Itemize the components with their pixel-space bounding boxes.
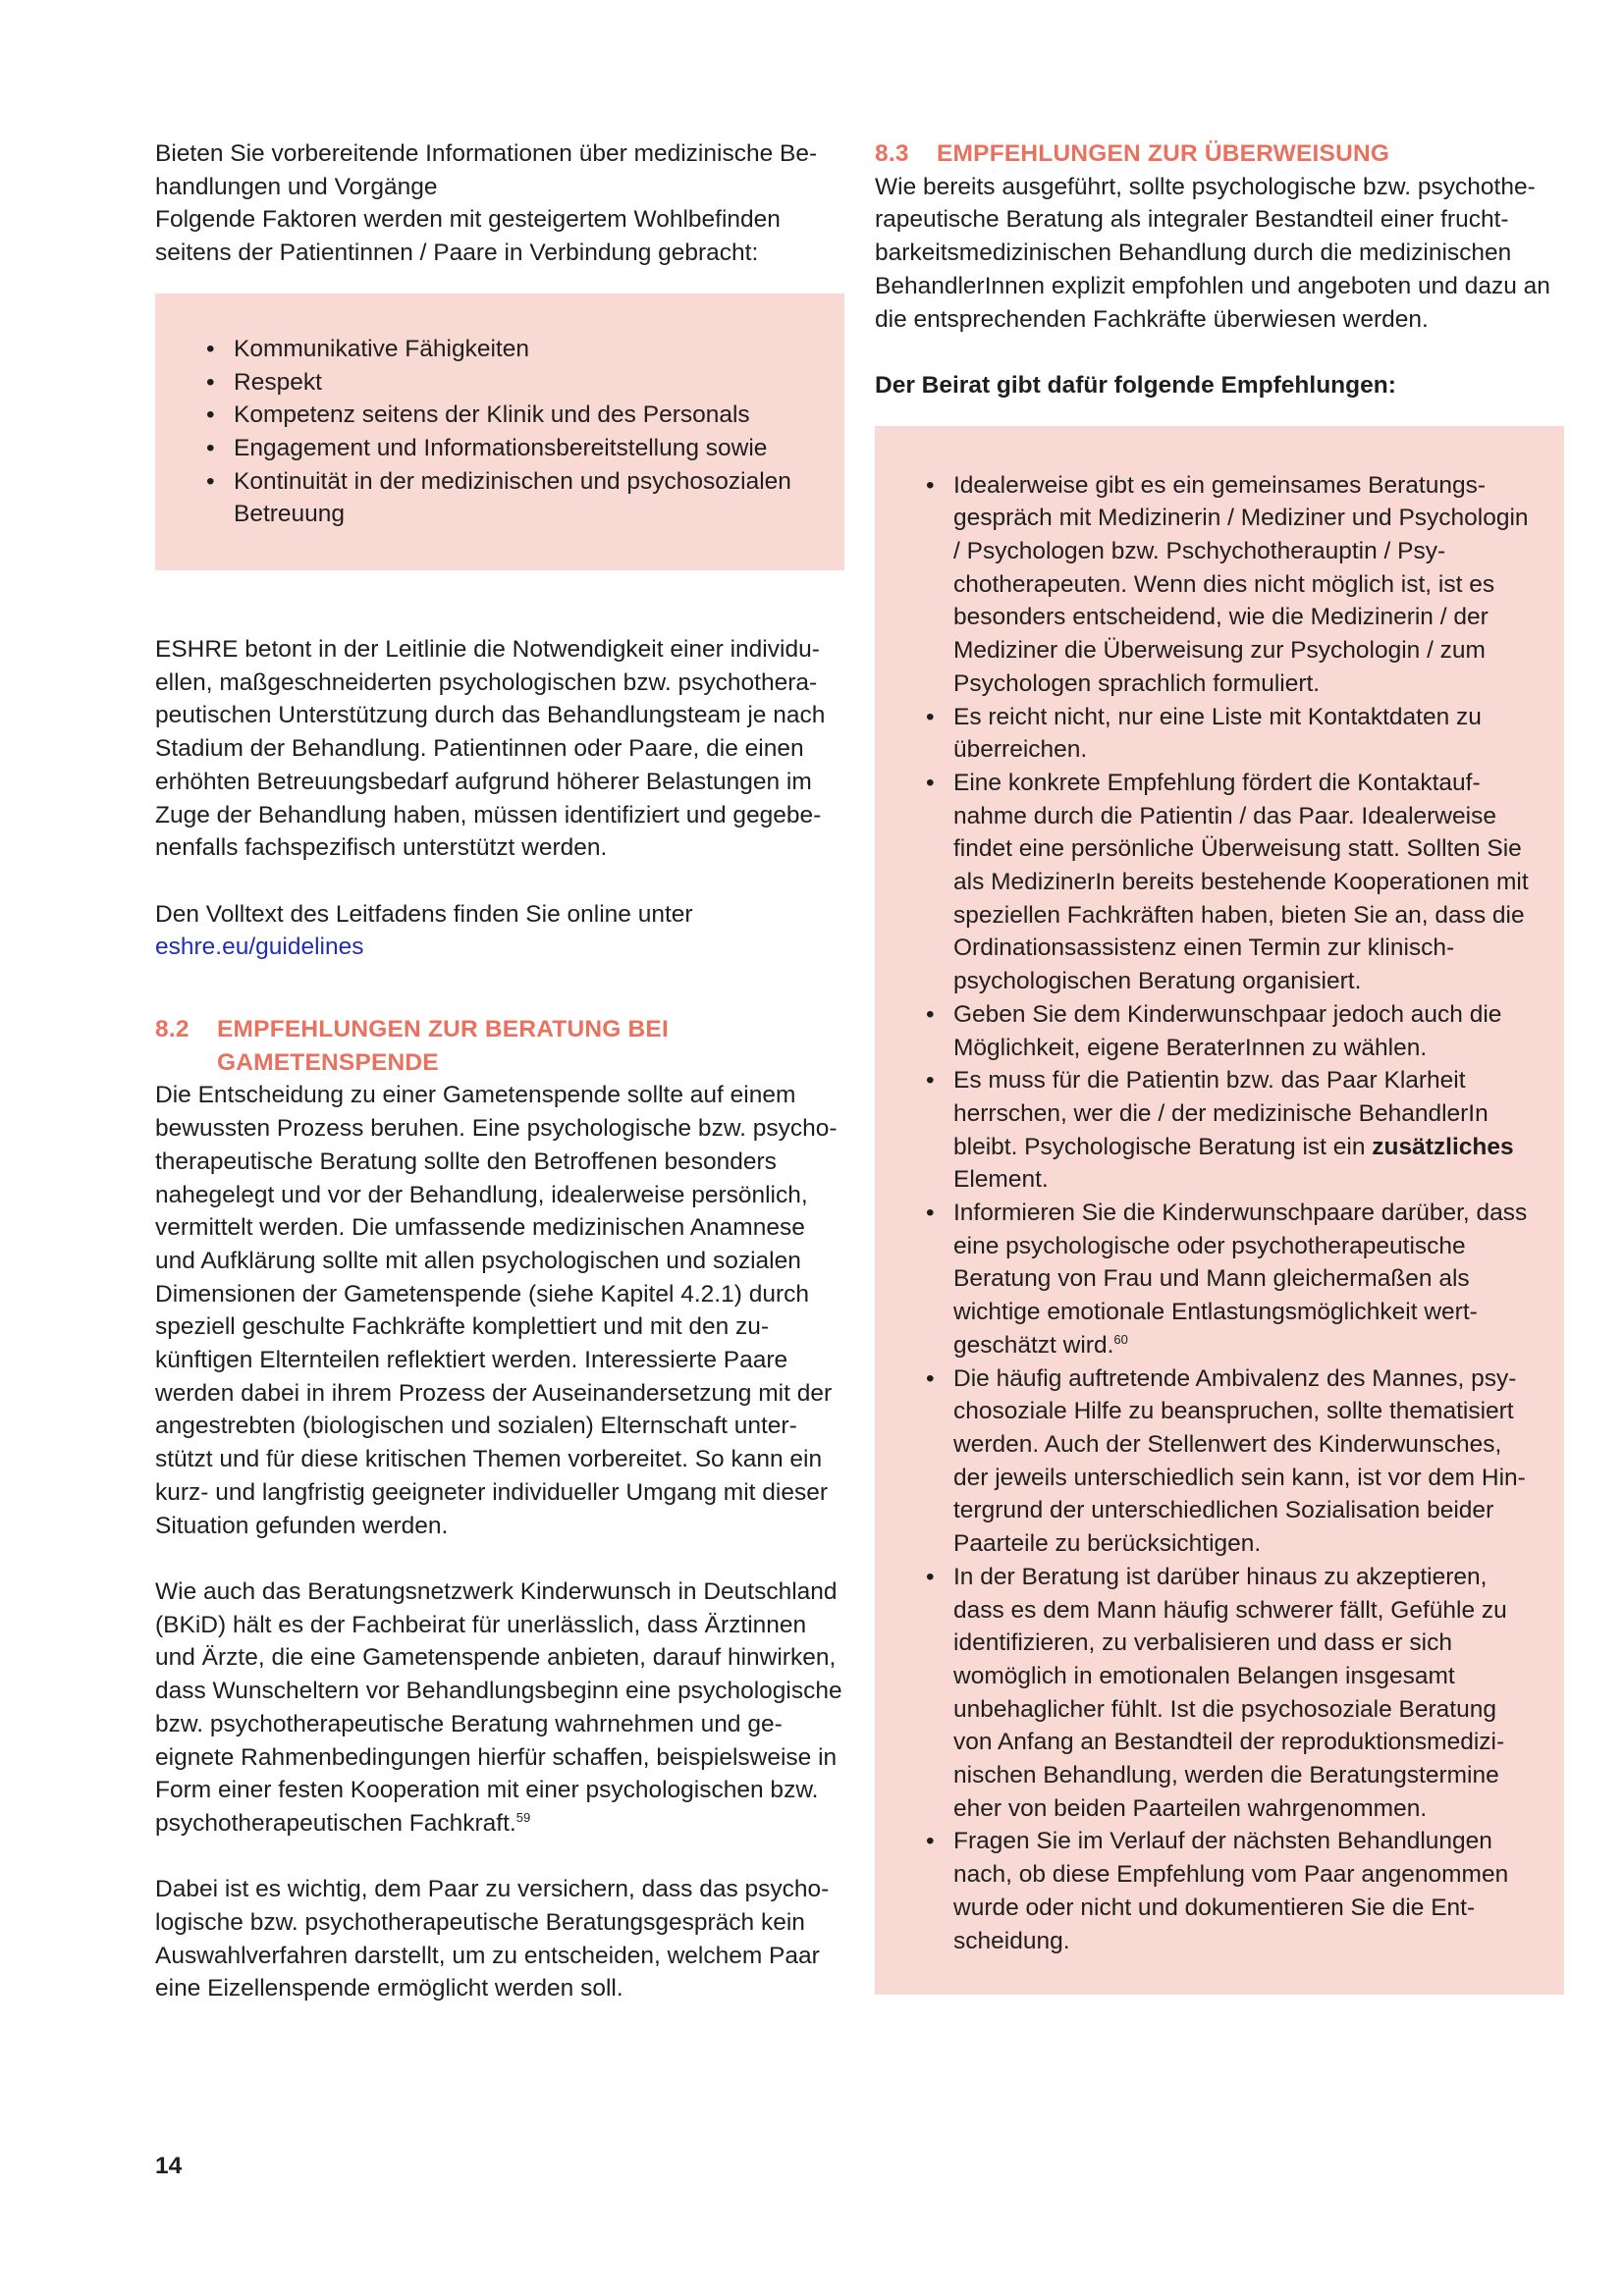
section-8-2-paragraph-3: Dabei ist es wichtig, dem Paar zu versichern, dass das psychologische bzw. psychotherapeutische Beratungsgespräch kein Auswahlverfahren darstellt, um zu entscheiden, welchem Paar eine Eizellenspende ermöglicht werden soll.: [155, 1876, 830, 2002]
list-item: • Fragen Sie im Verlauf der nächsten Behandlungen nach, ob diese Empfehlung vom Paar angenommen wurde oder nicht und dokumentieren Sie die Entscheidung.: [904, 1825, 1535, 1957]
section-8-2-paragraph-1: Die Entscheidung zu einer Gametenspende sollte auf einem bewussten Prozess beruhen. Eine psychologische bzw. psychotherapeutische Beratung sollte den Betroffenen besonders nahegelegt und vor der Behandlung, idealerweise persönlich, vermittelt werden. Die umfassende medizinischen Anamnese und Aufklärung sollte mit allen psychologischen und sozialen Dimensionen der Gametenspende (siehe Kapitel 4.2.1) durch speziell geschulte Fachkräfte komplettiert und mit den zukünftigen Elternteilen reflektiert werden. Interessierte Paare werden dabei in ihrem Prozess der Auseinandersetzung mit der angestrebten (biologischen und sozialen) Elternschaft unterstützt und für diese kritischen Themen vorbereitet. So kann ein kurz- und langfristig geeigneter individueller Umgang mit dieser Situation gefunden werden.: [155, 1082, 838, 1539]
factors-box: [155, 294, 844, 570]
section-8-2-heading: [155, 1013, 844, 1079]
list-item: • Kompetenz seitens der Klinik und des Personals: [185, 399, 815, 432]
eshre-paragraph: ESHRE betont in der Leitlinie die Notwendigkeit einer individuellen, maßgeschneiderten psychologischen bzw. psychotherapeutischen Unterstützung durch das Behandlungsteam je nach Stadium der Behandlung. Patientinnen oder Paare, die einen erhöhten Betreuungsbedarf aufgrund höherer Belastungen im Zuge der Behandlung haben, müssen identifiziert und gegebenenfalls fachspezifisch unterstützt werden.: [155, 636, 826, 862]
beirat-heading: Der Beirat gibt dafür folgende Empfehlungen:: [875, 371, 1396, 399]
factors-list: [185, 333, 815, 531]
left-column: [155, 137, 844, 2005]
list-item: • Kontinuität in der medizinischen und psychosozialen Betreuung: [185, 465, 815, 531]
section-number: 8.3: [875, 140, 909, 167]
eshre-guidelines-link[interactable]: eshre.eu/guidelines: [155, 934, 364, 961]
page-number: 14: [155, 2153, 183, 2179]
intro-paragraph-1: Bieten Sie vorbereitende Informationen über medizinische Behandlungen und Vorgänge: [155, 140, 818, 200]
footnote-marker: 60: [1113, 1331, 1128, 1347]
list-item: • Es muss für die Patientin bzw. das Paar Klarheit herrschen, wer die / der medizinische BehandlerIn bleibt. Psychologische Beratung ist ein zusätzliches Element.: [904, 1064, 1535, 1197]
right-column: [875, 137, 1564, 1995]
recommendations-list: [904, 469, 1535, 1958]
list-item: • Die häufig auftretende Ambivalenz des Mannes, psychosoziale Hilfe zu beanspruchen, sollte thematisiert werden. Auch der Stellenwert des Kinderwunsches, der jeweils unterschiedlich sein kann, ist vor dem Hintergrund der unterschiedlichen Sozialisation beider Paarteile zu berücksichtigen.: [904, 1362, 1535, 1561]
section-title: EMPFEHLUNGEN ZUR BERATUNG BEI GAMETENSPENDE: [217, 1016, 669, 1076]
list-item: • Es reicht nicht, nur eine Liste mit Kontaktdaten zu überreichen.: [904, 701, 1535, 767]
list-item: • Geben Sie dem Kinderwunschpaar jedoch auch die Möglichkeit, eigene BeraterInnen zu wählen.: [904, 998, 1535, 1064]
list-item: • Eine konkrete Empfehlung fördert die Kontaktaufnahme durch die Patientin / das Paar. Idealerweise findet eine persönliche Überweisung statt. Sollten Sie als MedizinerIn bereits bestehende Kooperationen mit speziellen Fachkräften haben, bieten Sie an, dass die Ordinationsassistenz einen Termin zur klinisch-psychologischen Beratung organisiert.: [904, 767, 1535, 998]
section-title: EMPFEHLUNGEN ZUR ÜBERWEISUNG: [937, 140, 1390, 167]
section-number: 8.2: [155, 1016, 189, 1043]
emphasis: zusätzliches: [1372, 1133, 1514, 1160]
list-item: • Idealerweise gibt es ein gemeinsames Beratungsgespräch mit Medizinerin / Mediziner und Psychologin / Psychologen bzw. Pschychotherauptin / Psychotherapeuten. Wenn dies nicht möglich ist, ist es besonders entscheidend, wie die Medizinerin / der Mediziner die Überweisung zur Psychologin / zum Psychologen sprachlich formuliert.: [904, 469, 1535, 701]
list-item: • In der Beratung ist darüber hinaus zu akzeptieren, dass es dem Mann häufig schwerer fällt, Gefühle zu identifizieren, zu verbalisieren und dass er sich womöglich in emotionalen Belangen insgesamt unbehaglicher fühlt. Ist die psychosoziale Beratung von Anfang an Bestandteil der reproduktionsmedizinischen Behandlung, werden die Beratungstermine eher von beiden Paarteilen wahrgenommen.: [904, 1561, 1535, 1826]
section-8-3-paragraph-1: Wie bereits ausgeführt, sollte psychologische bzw. psychotherapeutische Beratung als integraler Bestandteil einer fruchtbarkeitsmedizinischen Behandlung durch die medizinischen BehandlerInnen explizit empfohlen und angeboten und dazu an die entsprechenden Fachkräfte überwiesen werden.: [875, 173, 1550, 333]
volltext-paragraph: Den Volltext des Leitfadens finden Sie online unter: [155, 900, 693, 928]
recommendations-box: [875, 426, 1564, 1996]
footnote-marker: 59: [515, 1809, 531, 1825]
section-8-3-heading: [875, 137, 1564, 171]
list-item: • Kommunikative Fähigkeiten: [185, 333, 815, 366]
intro-paragraph-2: Folgende Faktoren werden mit gesteigertem Wohlbefinden seitens der Patientinnen / Paare in Verbindung gebracht:: [155, 206, 781, 267]
section-8-2-paragraph-2: Wie auch das Beratungsnetzwerk Kinderwunsch in Deutschland (BKiD) hält es der Fachbeirat für unerlässlich, dass Ärztinnen und Ärzte, die eine Gametenspende anbieten, darauf hinwirken, dass Wunscheltern vor Behandlungsbeginn eine psychologische bzw. psychotherapeutische Beratung wahrnehmen und geeignete Rahmenbedingungen hierfür schaffen, beispielsweise in Form einer festen Kooperation mit einer psychologischen bzw. psychotherapeutischen Fachkraft.$^{59}$: [155, 1577, 842, 1837]
list-item: • Respekt: [185, 366, 815, 400]
list-item: • Engagement und Informationsbereitstellung sowie: [185, 432, 815, 465]
list-item: • Informieren Sie die Kinderwunschpaare darüber, dass eine psychologische oder psychotherapeutische Beratung von Frau und Mann gleichermaßen als wichtige emotionale Entlastungsmöglichkeit wertgeschätzt wird.$^{60}$: [904, 1197, 1535, 1362]
